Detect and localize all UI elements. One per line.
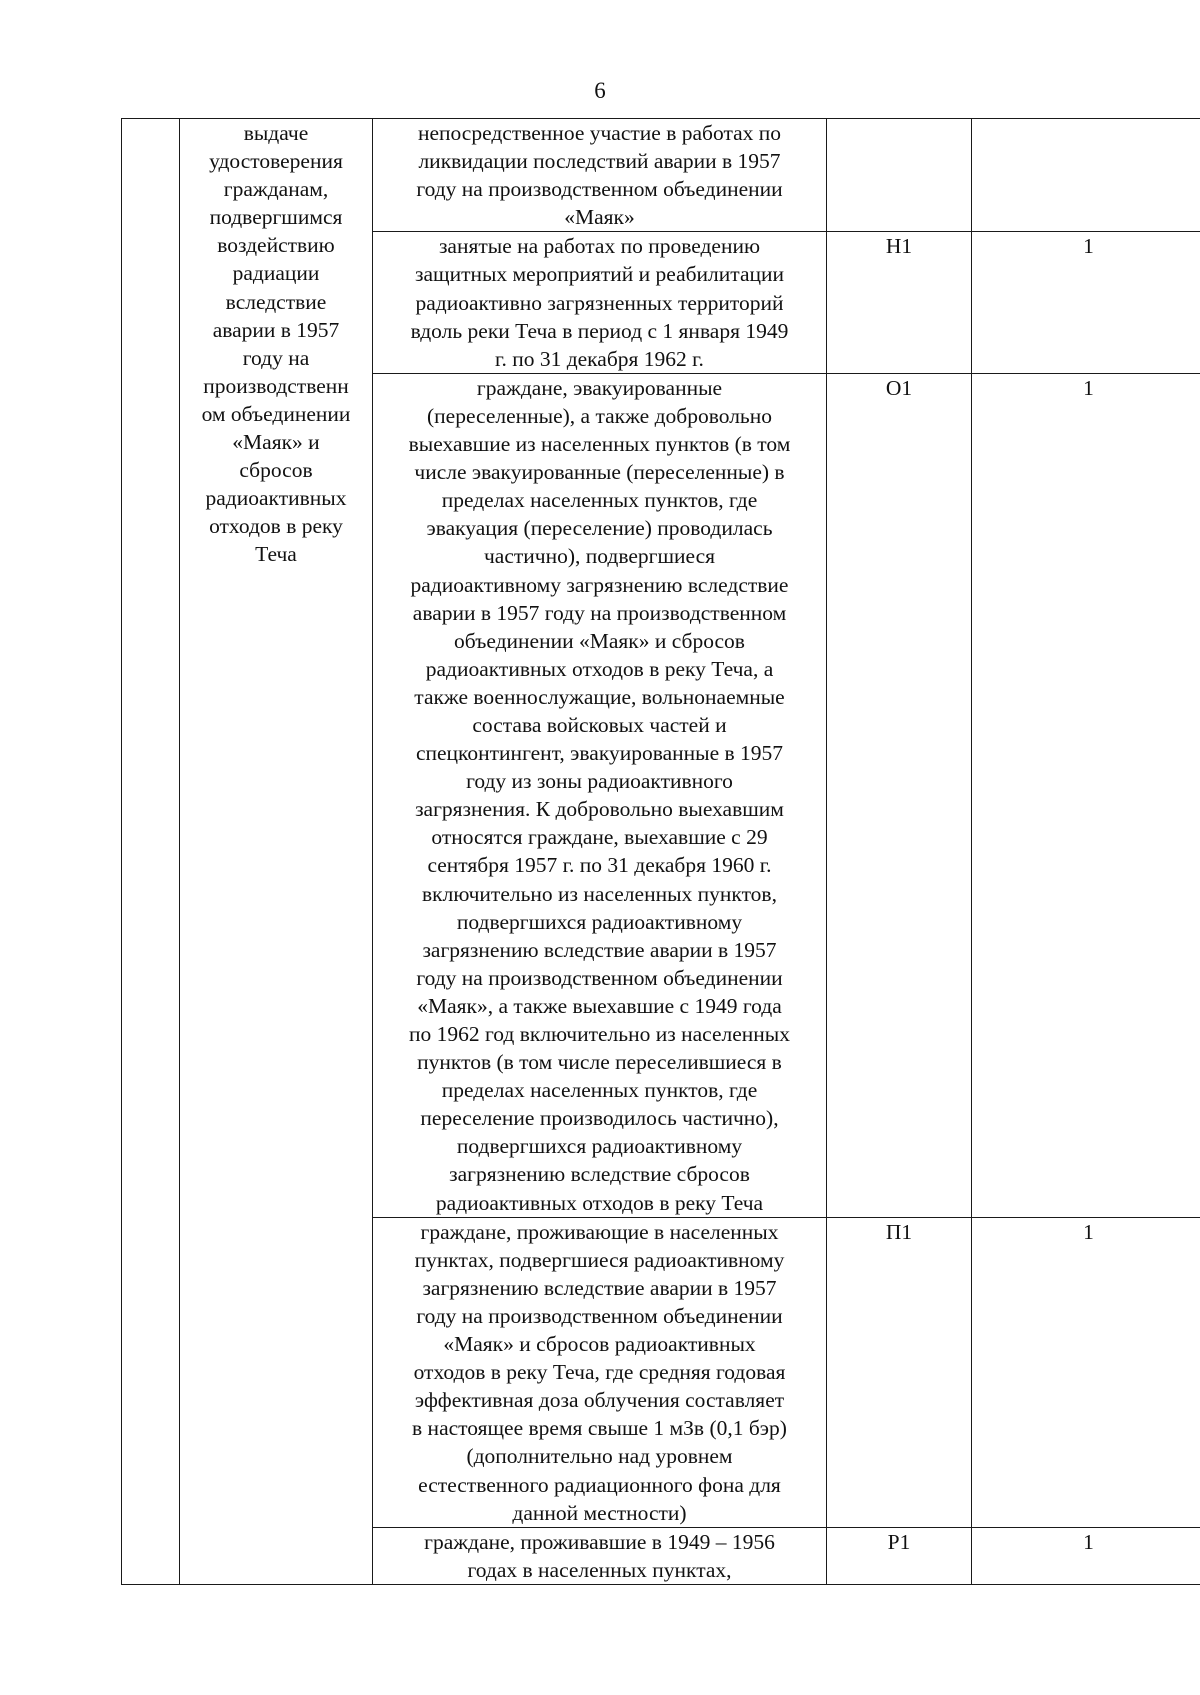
description-cell: непосредственное участие в работах по ликвидации последствий аварии в 1957 году на производственном объединении «Маяк» bbox=[373, 119, 827, 232]
code-cell: П1 bbox=[827, 1217, 972, 1527]
code-cell bbox=[827, 119, 972, 232]
code-cell: О1 bbox=[827, 373, 972, 1217]
description-cell: занятые на работах по проведению защитных мероприятий и реабилитации радиоактивно загрязненных территорий вдоль реки Теча в период с 1 января 1949 г. по 31 декабря 1962 г. bbox=[373, 232, 827, 373]
count-cell: 1 bbox=[972, 1217, 1200, 1527]
description-cell: граждане, проживавшие в 1949 – 1956 годах в населенных пунктах, bbox=[373, 1527, 827, 1584]
count-cell: 1 bbox=[972, 1527, 1200, 1584]
page-number: 6 bbox=[594, 78, 606, 103]
category-text: выдаче удостоверения гражданам, подвергшимся воздействию радиации вследствие аварии в 1957 году на производственн ом объединении «Маяк» и сбросов радиоактивных отходов в реку Теча bbox=[201, 121, 351, 567]
description-cell: граждане, эвакуированные (переселенные), а также добровольно выехавшие из населенных пунктов (в том числе эвакуированные (переселенные) в пределах населенных пунктов, где эвакуация (переселение) проводилась частично), подвергшиеся радиоактивному загрязнению вследствие аварии в 1957 году на производственном объединении «Маяк» и сбросов радиоактивных отходов в реку Теча, а также военнослужащие, вольнонаемные состава войсковых частей и спецконтингент, эвакуированные в 1957 году из зоны радиоактивного загрязнения. К добровольно выехавшим относятся граждане, выехавшие с 29 сентября 1957 г. по 31 декабря 1960 г. включительно из населенных пунктов, подвергшихся радиоактивному загрязнению вследствие аварии в 1957 году на производственном объединении «Маяк», а также выехавшие с 1949 года по 1962 год включительно из населенных пунктов (в том числе переселившиеся в пределах населенных пунктов, где переселение производилось частично), подвергшихся радиоактивному загрязнению вследствие сбросов радиоактивных отходов в реку Теча bbox=[373, 373, 827, 1217]
description-cell: граждане, проживающие в населенных пунктах, подвергшиеся радиоактивному загрязнению вследствие аварии в 1957 году на производственном объединении «Маяк» и сбросов радиоактивных отходов в реку Теча, где средняя годовая эффективная доза облучения составляет в настоящее время свыше 1 мЗв (0,1 бэр) (дополнительно над уровнем естественного радиационного фона для данной местности) bbox=[373, 1217, 827, 1527]
code-cell: Р1 bbox=[827, 1527, 972, 1584]
count-cell: 1 bbox=[972, 373, 1200, 1217]
code-cell: Н1 bbox=[827, 232, 972, 373]
count-cell bbox=[972, 119, 1200, 232]
document-table bbox=[121, 118, 1200, 1585]
category-cell bbox=[180, 119, 373, 1585]
number-cell bbox=[122, 119, 180, 1585]
count-cell: 1 bbox=[972, 232, 1200, 373]
table-row bbox=[122, 119, 1200, 232]
